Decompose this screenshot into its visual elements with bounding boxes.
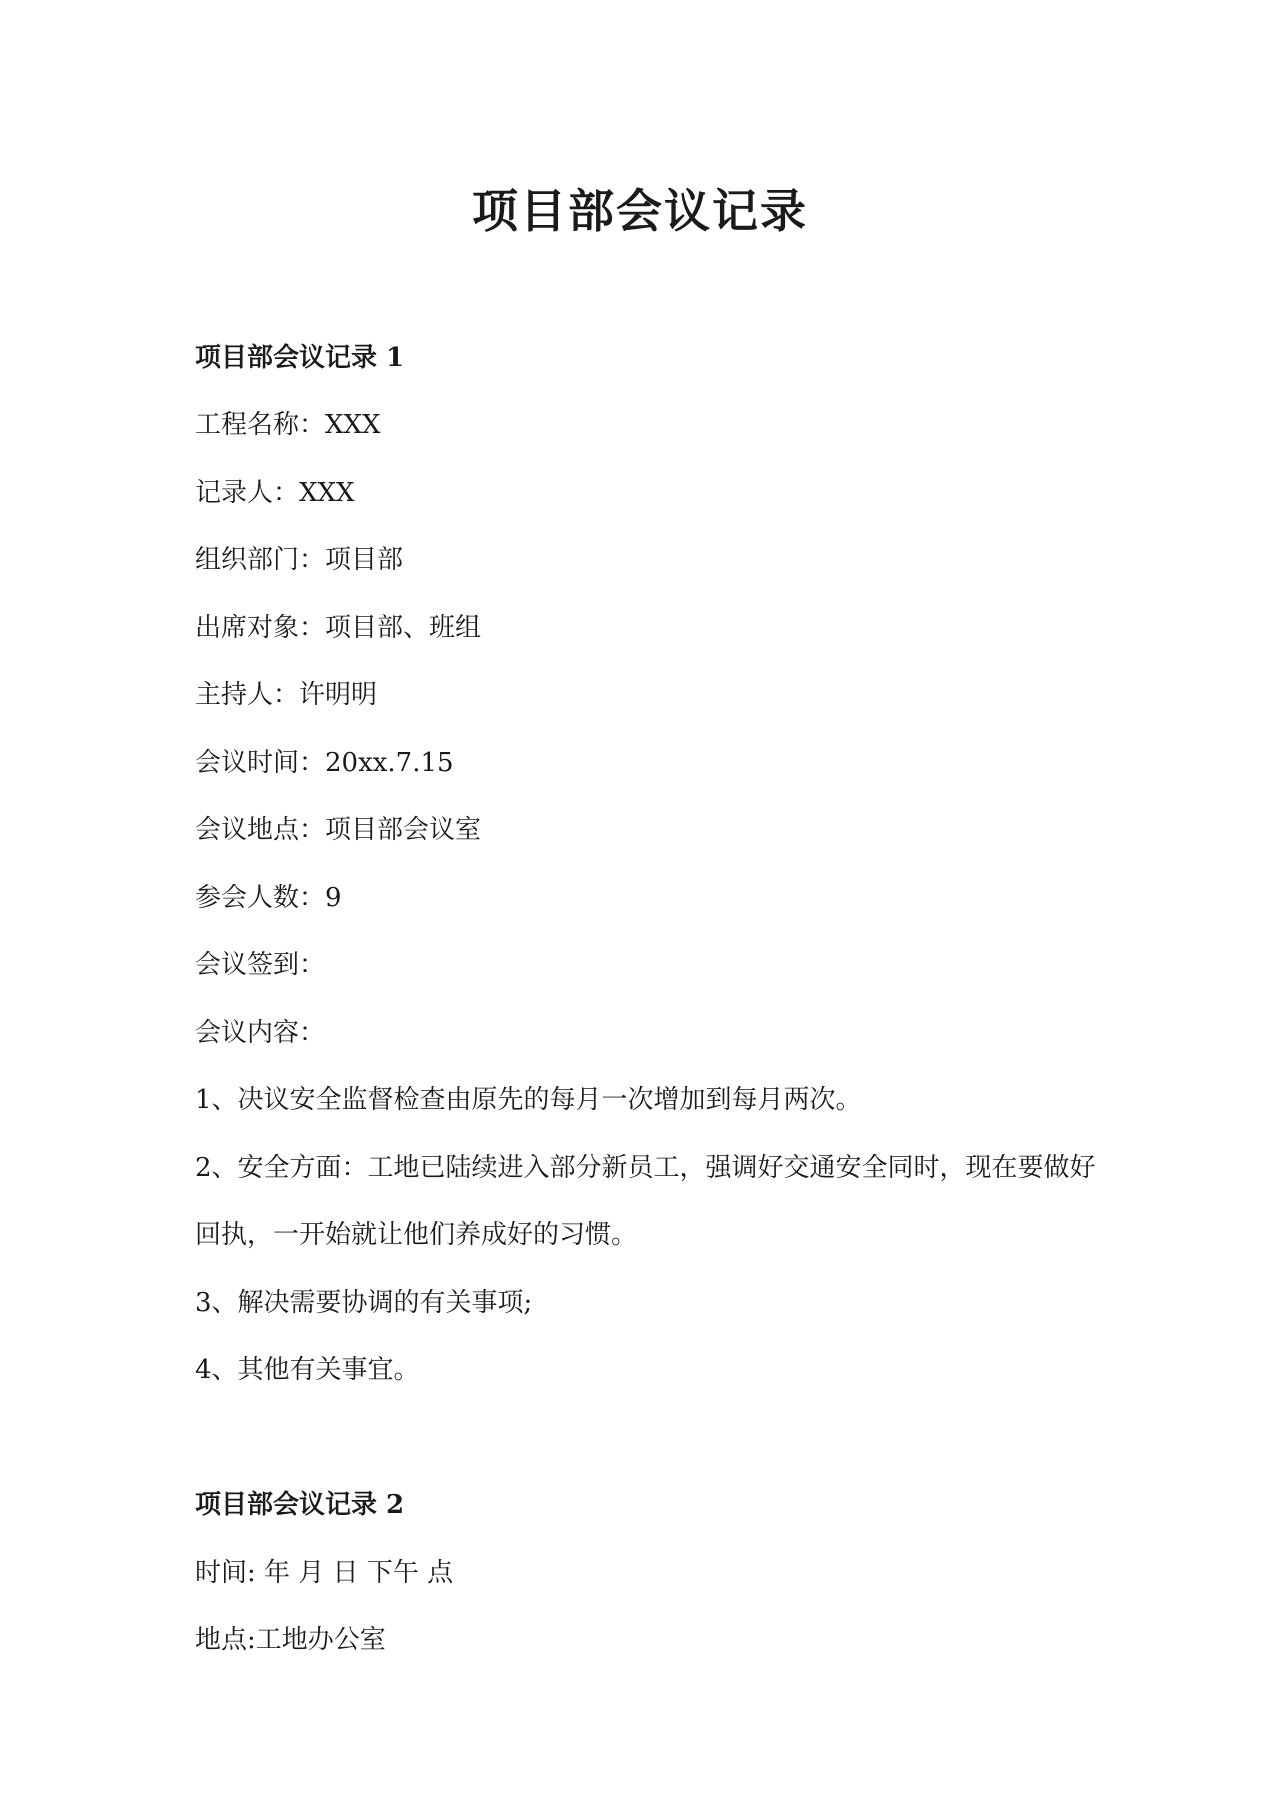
- field-attendees: 出席对象：项目部、班组: [195, 613, 482, 643]
- content-item-3: 3、解决需要协调的有关事项;: [195, 1288, 533, 1318]
- field-project-name: 工程名称：XXX: [195, 410, 381, 440]
- field-time: 时间: 年 月 日 下午 点: [195, 1558, 454, 1588]
- field-meeting-time: 会议时间：20xx.7.15: [195, 748, 454, 778]
- content-item-1: 1、决议安全监督检查由原先的每月一次增加到每月两次。: [195, 1085, 862, 1115]
- field-location: 地点:工地办公室: [195, 1625, 386, 1655]
- content-item-4: 4、其他有关事宜。: [195, 1355, 420, 1385]
- section-2-heading: 项目部会议记录 2: [195, 1490, 405, 1520]
- field-host: 主持人：许明明: [195, 680, 378, 710]
- content-item-2: 2、安全方面：工地已陆续进入部分新员工，强调好交通安全同时，现在要做好: [195, 1153, 1096, 1183]
- field-attendee-count: 参会人数：9: [195, 883, 342, 913]
- field-sign-in: 会议签到：: [195, 950, 326, 980]
- document-title: 项目部会议记录: [472, 184, 808, 238]
- field-meeting-content: 会议内容：: [195, 1018, 326, 1048]
- field-meeting-location: 会议地点：项目部会议室: [195, 815, 482, 845]
- field-organizer: 组织部门：项目部: [195, 545, 404, 575]
- field-recorder: 记录人：XXX: [195, 478, 355, 508]
- content-item-2-continued: 回执，一开始就让他们养成好的习惯。: [195, 1220, 638, 1250]
- section-1-heading: 项目部会议记录 1: [195, 343, 405, 373]
